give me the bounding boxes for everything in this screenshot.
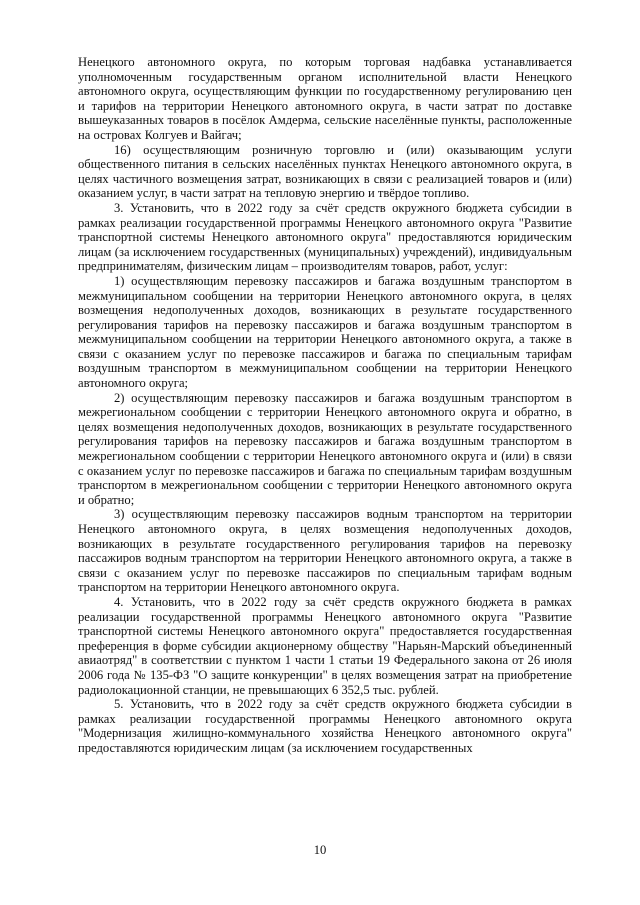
paragraph-item-3: 3) осуществляющим перевозку пассажиров водным транспортом на территории Ненецкого автономного округа, в целях возмещения недополученных доходов, возникающих в результате государственного регулирования тарифов на перевозку пассажиров водным транспортом на территории Ненецкого автономного округа, а также в связи с оказанием услуг по перевозке пассажиров по специальным тарифам водным транспортом на территории Ненецкого автономного округа. — [78, 507, 572, 595]
paragraph-continuation: Ненецкого автономного округа, по которым торговая надбавка устанавливается уполномоченным государственным органом исполнительной власти Ненецкого автономного округа, осуществляющим функции по государственному регулированию цен и тарифов на территории Ненецкого автономного округа, в части затрат по доставке вышеуказанных товаров в посёлок Амдерма, сельские населённые пункты, расположенные на островах Колгуев и Вайгач; — [78, 55, 572, 142]
paragraph-item-1: 1) осуществляющим перевозку пассажиров и багажа воздушным транспортом в межмуниципальном сообщении на территории Ненецкого автономного округа, в целях возмещения недополученных доходов, возникающих в результате государственного регулирования тарифов на перевозку пассажиров и багажа воздушным транспортом в межмуниципальном сообщении на территории Ненецкого автономного округа, а также в связи с оказанием услуг по перевозке пассажиров и багажа по специальным тарифам воздушным транспортом в межмуниципальном сообщении на территории Ненецкого автономного округа; — [78, 273, 572, 391]
paragraph-clause-4: 4. Установить, что в 2022 году за счёт средств окружного бюджета в рамках реализации государственной программы Ненецкого автономного округа "Развитие транспортной системы Ненецкого автономного округа" предоставляется государственная преференция в форме субсидии акционерному обществу "Нарьян-Марский объединенный авиаотряд" в соответствии с пунктом 1 части 1 статьи 19 Федерального закона от 26 июля 2006 года № 135-ФЗ "О защите конкуренции" в целях возмещения затрат на приобретение радиолокационной станции, не превышающих 6 352,5 тыс. рублей. — [78, 594, 572, 697]
paragraph-item-2: 2) осуществляющим перевозку пассажиров и багажа воздушным транспортом в межрегиональном сообщении с территории Ненецкого автономного округа и обратно, в целях возмещения недополученных доходов, возникающих в результате государственного регулирования тарифов на перевозку пассажиров и багажа воздушным транспортом в межрегиональном сообщении с территории Ненецкого автономного округа и (или) в связи с оказанием услуг по перевозке пассажиров и багажа по специальным тарифам воздушным транспортом в межрегиональном сообщении с территории Ненецкого автономного округа и обратно; — [78, 390, 572, 507]
paragraph-clause-3: 3. Установить, что в 2022 году за счёт средств окружного бюджета субсидии в рамках реализации государственной программы Ненецкого автономного округа "Развитие транспортной системы Ненецкого автономного округа" предоставляются юридическим лицам (за исключением государственных (муниципальных) учреждений), индивидуальным предпринимателям, физическим лицам – производителям товаров, работ, услуг: — [78, 200, 572, 274]
paragraph-clause-5: 5. Установить, что в 2022 году за счёт средств окружного бюджета субсидии в рамках реализации государственной программы Ненецкого автономного округа "Модернизация жилищно-коммунального хозяйства Ненецкого автономного округа" предоставляются юридическим лицам (за исключением государственных — [78, 697, 572, 755]
document-body — [78, 55, 572, 756]
page-number: 10 — [313, 843, 327, 857]
paragraph-item-16: 16) осуществляющим розничную торговлю и (или) оказывающим услуги общественного питания в сельских населённых пунктах Ненецкого автономного округа, в целях частичного возмещения затрат, возникающих в связи с реализацией товаров и (или) оказанием услуг, в части затрат на тепловую энергию и твёрдое топливо. — [78, 142, 572, 201]
